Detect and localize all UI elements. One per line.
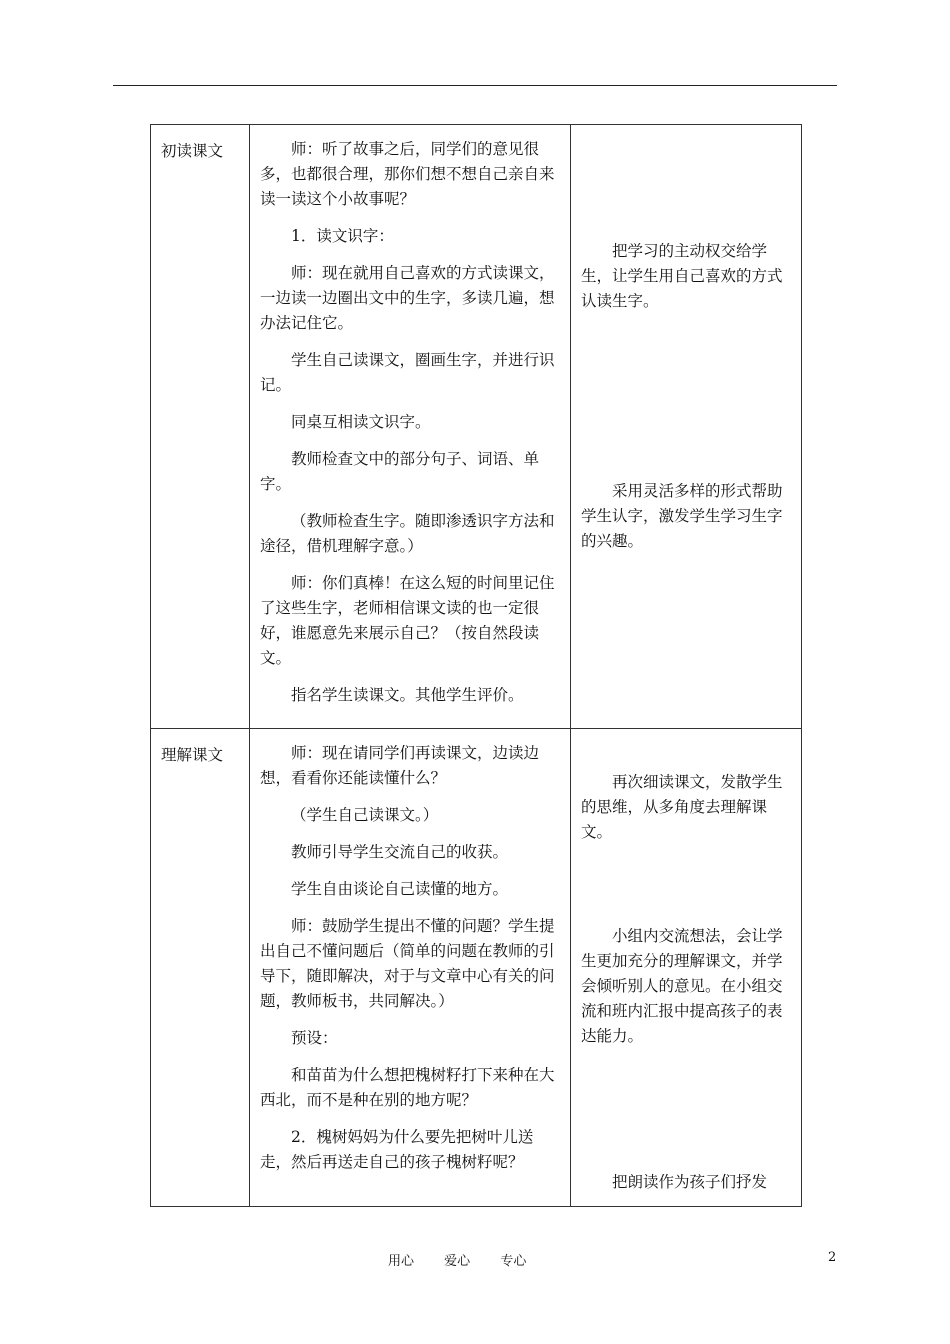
footer-motto bbox=[388, 1250, 552, 1269]
step-label: 初读课文 bbox=[161, 142, 224, 160]
content-paragraph: （学生自己读课文。） bbox=[291, 806, 439, 824]
content-paragraph: （教师检查生字。随即渗透识字方法和途径，借机理解字意。） bbox=[260, 512, 555, 555]
content-paragraph: 师：鼓励学生提出不懂的问题？学生提出自己不懂问题后（简单的问题在教师的引导下，随即解决，对于与文章中心有关的问题，教师板书，共同解决。） bbox=[260, 917, 555, 1010]
header-rule bbox=[113, 85, 837, 86]
note-paragraph: 把学习的主动权交给学生，让学生用自己喜欢的方式认读生字。 bbox=[581, 242, 783, 310]
content-paragraph: 师：现在请同学们再读课文，边读边想，看看你还能读懂什么？ bbox=[260, 744, 540, 787]
content-paragraph: 同桌互相读文识字。 bbox=[291, 413, 431, 431]
table-row bbox=[151, 729, 802, 1207]
motto-word: 爱心 bbox=[444, 1254, 471, 1269]
step-cell bbox=[151, 125, 250, 729]
content-paragraph: 教师检查文中的部分句子、词语、单字。 bbox=[260, 450, 540, 493]
content-cell bbox=[250, 729, 571, 1207]
lesson-plan-table bbox=[150, 124, 802, 1207]
note-paragraph: 小组内交流想法，会让学生更加充分的理解课文，并学会倾听别人的意见。在小组交流和班内汇报中提高孩子的表达能力。 bbox=[581, 927, 783, 1045]
content-paragraph: 和苗苗为什么想把槐树籽打下来种在大西北，而不是种在别的地方呢？ bbox=[260, 1066, 555, 1109]
step-label: 理解课文 bbox=[161, 746, 224, 764]
motto-word: 专心 bbox=[500, 1254, 527, 1269]
content-paragraph: 1．读文识字： bbox=[291, 227, 394, 245]
content-paragraph: 学生自由谈论自己读懂的地方。 bbox=[291, 880, 509, 898]
content-paragraph: 预设： bbox=[291, 1029, 338, 1047]
content-paragraph: 师：你们真棒！在这么短的时间里记住了这些生字，老师相信课文读的也一定很好，谁愿意先来展示自己？（按自然段读文。 bbox=[260, 574, 555, 667]
motto-word: 用心 bbox=[388, 1254, 415, 1269]
page-number: 2 bbox=[828, 1250, 837, 1265]
note-paragraph: 再次细读课文，发散学生的思维，从多角度去理解课文。 bbox=[581, 773, 783, 841]
content-paragraph: 师：现在就用自己喜欢的方式读课文，一边读一边圈出文中的生字，多读几遍，想办法记住它。 bbox=[260, 264, 555, 332]
content-paragraph: 教师引导学生交流自己的收获。 bbox=[291, 843, 509, 861]
notes-cell bbox=[571, 729, 802, 1207]
step-cell bbox=[151, 729, 250, 1207]
note-paragraph: 采用灵活多样的形式帮助学生认字，激发学生学习生字的兴趣。 bbox=[581, 482, 783, 550]
content-paragraph: 指名学生读课文。其他学生评价。 bbox=[291, 686, 524, 704]
content-paragraph: 学生自己读课文，圈画生字，并进行识记。 bbox=[260, 351, 555, 394]
content-paragraph: 师：听了故事之后，同学们的意见很多，也都很合理，那你们想不想自己亲自来读一读这个小故事呢？ bbox=[260, 140, 555, 208]
notes-cell bbox=[571, 125, 802, 729]
table-row bbox=[151, 125, 802, 729]
content-cell bbox=[250, 125, 571, 729]
note-paragraph: 把朗读作为孩子们抒发 bbox=[612, 1173, 768, 1191]
content-paragraph: 2．槐树妈妈为什么要先把树叶儿送走，然后再送走自己的孩子槐树籽呢？ bbox=[260, 1128, 534, 1171]
